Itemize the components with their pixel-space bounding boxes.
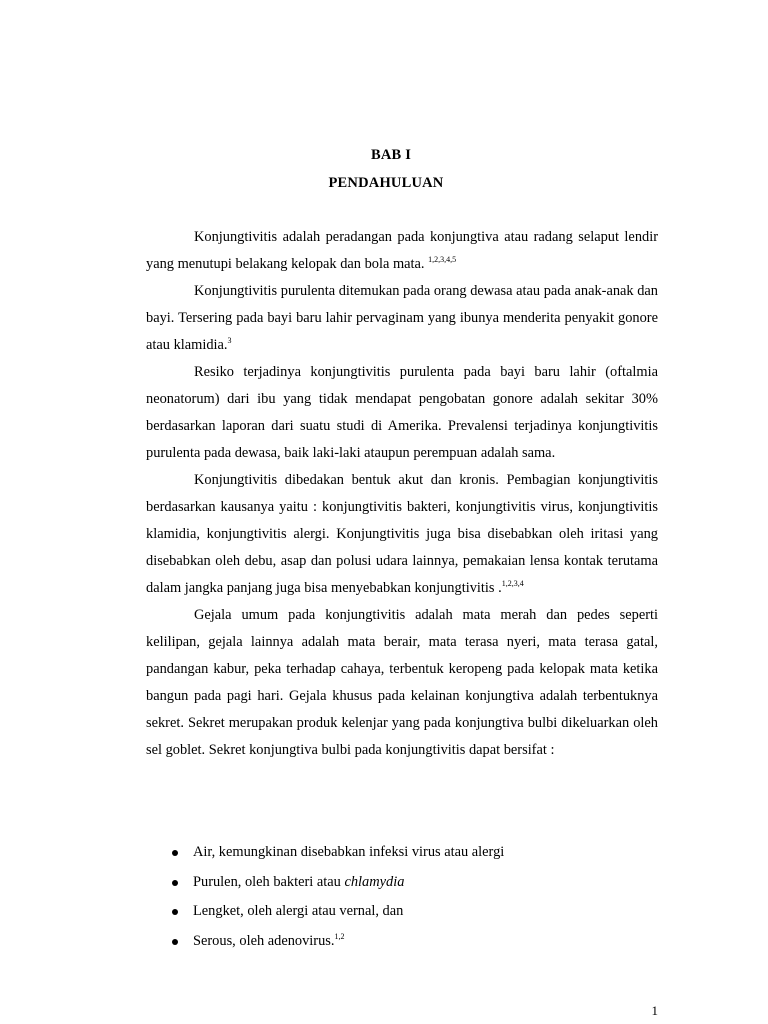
bullet-icon <box>172 939 178 945</box>
citation: 1,2,3,4,5 <box>428 255 457 265</box>
paragraph-text: Konjungtivitis adalah peradangan pada konjungtiva atau radang selaput lendir yang menutupi belakang kelopak dan bola mata. <box>146 229 658 272</box>
list-item <box>146 838 658 868</box>
list-item-text: Lengket, oleh alergi atau vernal, dan <box>193 903 404 919</box>
list-item-text: Serous, oleh adenovirus. <box>193 932 335 949</box>
paragraph-text: Resiko terjadinya konjungtivitis purulenta pada bayi baru lahir (oftalmia neonatorum) dari ibu yang tidak mendapat pengobatan gonore adalah sekitar 30% berdasarkan laporan dari suatu studi di Amerika. Prevalensi terjadinya konjungtivitis purulenta pada dewasa, baik laki-laki ataupun perempuan adalah sama. <box>146 364 658 461</box>
paragraph <box>146 224 658 278</box>
list-item-italic: chlamydia <box>344 873 405 890</box>
bullet-icon <box>172 880 178 886</box>
body-text <box>146 224 658 764</box>
chapter-title: PENDAHULUAN <box>328 175 444 191</box>
bullet-icon <box>172 909 178 915</box>
list-item <box>146 897 658 927</box>
citation: 1,2 <box>334 931 345 941</box>
citation: 1,2,3,4 <box>501 579 524 589</box>
page-number: 1 <box>651 1003 658 1018</box>
paragraph-text: Konjungtivitis purulenta ditemukan pada orang dewasa atau pada anak-anak dan bayi. Tersering pada bayi baru lahir pervaginam yang ibunya menderita penyakit gonore atau klamidia. <box>146 283 658 353</box>
paragraph <box>146 467 658 602</box>
bullet-icon <box>172 850 178 856</box>
paragraph <box>146 359 658 467</box>
citation: 3 <box>227 336 232 346</box>
paragraph-text: Gejala umum pada konjungtivitis adalah mata merah dan pedes seperti kelilipan, gejala lainnya adalah mata berair, mata terasa nyeri, mata terasa gatal, pandangan kabur, peka terhadap cahaya, terbentuk keropeng pada kelopak mata ketika bangun pada pagi hari. Gejala khusus pada kelainan konjungtiva adalah terbentuknya sekret. Sekret merupakan produk kelenjar yang pada konjungtiva bulbi dikeluarkan oleh sel goblet. Sekret konjungtiva bulbi pada konjungtivitis dapat bersifat : <box>146 607 658 758</box>
list-item <box>146 927 658 957</box>
list-item-text: Air, kemungkinan disebabkan infeksi virus atau alergi <box>193 844 505 860</box>
paragraph <box>146 278 658 359</box>
paragraph <box>146 602 658 764</box>
symptom-list <box>146 838 658 956</box>
list-item-text: Purulen, oleh bakteri atau <box>193 873 345 890</box>
list-item <box>146 868 658 898</box>
paragraph-text: Konjungtivitis dibedakan bentuk akut dan kronis. Pembagian konjungtivitis berdasarkan kausanya yaitu : konjungtivitis bakteri, konjungtivitis virus, konjungtivitis klamidia, konjungtivitis alergi. Konjungtivitis juga bisa disebabkan oleh iritasi yang disebabkan oleh debu, asap dan polusi udara lainnya, pemakaian lensa kontak terutama dalam jangka panjang juga bisa menyebabkan konjungtivitis . <box>146 472 658 596</box>
chapter-label: BAB I <box>370 147 412 163</box>
